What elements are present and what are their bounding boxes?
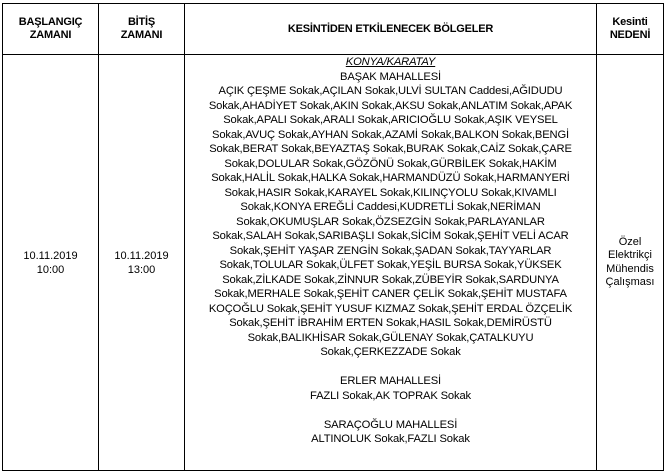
street-list-line: Sokak,DOLULAR Sokak,GÖZÖNÜ Sokak,GÜRBİLEK Sokak,HAKİM — [224, 157, 557, 170]
end-hour: 13:00 — [127, 263, 156, 276]
street-list-line: Sokak,HALİL Sokak,HALKA Sokak,HARMANDÜZÜ Sokak,HARMANYERİ — [211, 172, 570, 184]
header-end-time — [99, 4, 185, 55]
start-date: 10.11.2019 — [23, 249, 78, 262]
street-list-line: Sokak,ÇERKEZZADE Sokak — [320, 346, 461, 358]
street-list-line: AÇIK ÇEŞME Sokak,AÇILAN Sokak,ULVİ SULTAN Caddesi,AĞIDUDU — [218, 85, 563, 97]
street-list-line: Sokak,AHADİYET Sokak,AKIN Sokak,AKSU Sokak,ANLATIM Sokak,APAK — [208, 99, 573, 112]
neighborhood-groups — [185, 70, 596, 447]
neighborhood-name: BAŞAK MAHALLESİ — [340, 70, 441, 83]
header-regions — [185, 4, 597, 55]
reason-cell — [597, 55, 664, 471]
street-list-line: Sokak,BERAT Sokak,BEYAZTAŞ Sokak,BURAK Sokak,CAİZ Sokak,ÇARE — [209, 143, 572, 155]
outage-table — [2, 3, 664, 471]
street-list-line: Sokak,HASIR Sokak,KARAYEL Sokak,KILINÇYOLU Sokak,KIVAMLI — [224, 186, 557, 199]
street-list-line: Sokak,SALAH Sokak,SARIBAŞLI Sokak,SİCİM Sokak,ŞEHİT VELİ ACAR — [212, 230, 569, 242]
header-row — [3, 4, 664, 55]
header-start-line-1: BAŞLANGIÇ — [18, 16, 83, 28]
street-list-line: Sokak,KONYA EREĞLİ Caddesi,KUDRETLİ Sokak,NERİMAN — [240, 201, 541, 213]
header-start-line-2: ZAMANI — [29, 29, 72, 41]
street-list-line: FAZLI Sokak,AK TOPRAK Sokak — [310, 389, 471, 402]
street-list-line: Sokak,TOLULAR Sokak,ÜLFET Sokak,YEŞİL BURSA Sokak,YÜKSEK — [219, 259, 562, 271]
header-reason — [597, 4, 664, 55]
header-start-time — [3, 4, 99, 55]
street-list-line: KOÇOĞLU Sokak,ŞEHİT YUSUF KIZMAZ Sokak,ŞEHİT ERDAL ÖZÇELİK — [208, 302, 573, 315]
neighborhood-name: SARAÇOĞLU MAHALLESİ — [323, 418, 458, 431]
street-list-line: ALTINOLUK Sokak,FAZLI Sokak — [311, 433, 470, 445]
reason-line-4: Çalışması — [605, 276, 655, 288]
header-reason-line-2: NEDENİ — [609, 29, 651, 41]
end-time-cell — [99, 55, 185, 471]
table-row — [3, 55, 664, 471]
street-list-line: Sokak,APALI Sokak,ARALI Sokak,ARICIOĞLU Sokak,AŞIK VEYSEL — [223, 114, 558, 126]
reason-line-1: Özel — [618, 235, 642, 248]
reason-line-2: Elektrikçi — [607, 249, 652, 261]
group-spacer — [185, 360, 596, 375]
end-date: 10.11.2019 — [114, 249, 169, 262]
regions-cell — [185, 55, 597, 471]
reason-line-3: Mühendis — [606, 262, 654, 275]
header-end-line-1: BİTİŞ — [127, 16, 156, 28]
header-end-line-2: ZAMANI — [120, 29, 163, 41]
street-list-line: Sokak,ZİLKADE Sokak,ZİNNUR Sokak,ZÜBEYİR Sokak,SARDUNYA — [222, 273, 559, 286]
street-list-line: Sokak,MERHALE Sokak,ŞEHİT CANER ÇELİK Sokak,ŞEHİT MUSTAFA — [214, 288, 567, 300]
group-spacer — [185, 403, 596, 418]
neighborhood-name: ERLER MAHALLESİ — [340, 375, 441, 387]
street-list-line: Sokak,AVUÇ Sokak,AYHAN Sokak,AZAMİ Sokak,BALKON Sokak,BENGİ — [212, 128, 569, 141]
start-hour: 10:00 — [36, 263, 65, 276]
city-name: KONYA/KARATAY — [345, 56, 436, 68]
street-list-line: Sokak,BALIKHİSAR Sokak,GÜLENAY Sokak,ÇATALKUYU — [247, 331, 534, 344]
street-list-line: Sokak,ŞEHİT İBRAHİM ERTEN Sokak,HASIL Sokak,DEMİRÜSTÜ — [229, 317, 552, 329]
street-list-line: Sokak,ŞEHİT YAŞAR ZENGİN Sokak,ŞADAN Sokak,TAYYARLAR — [229, 244, 552, 257]
start-time-cell — [3, 55, 99, 471]
street-list-line: Sokak,OKUMUŞLAR Sokak,ÖZSEZGİN Sokak,PARLAYANLAR — [236, 215, 545, 228]
header-reason-line-1: Kesinti — [612, 16, 648, 28]
header-regions-label: KESİNTİDEN ETKİLENECEK BÖLGELER — [287, 22, 494, 35]
